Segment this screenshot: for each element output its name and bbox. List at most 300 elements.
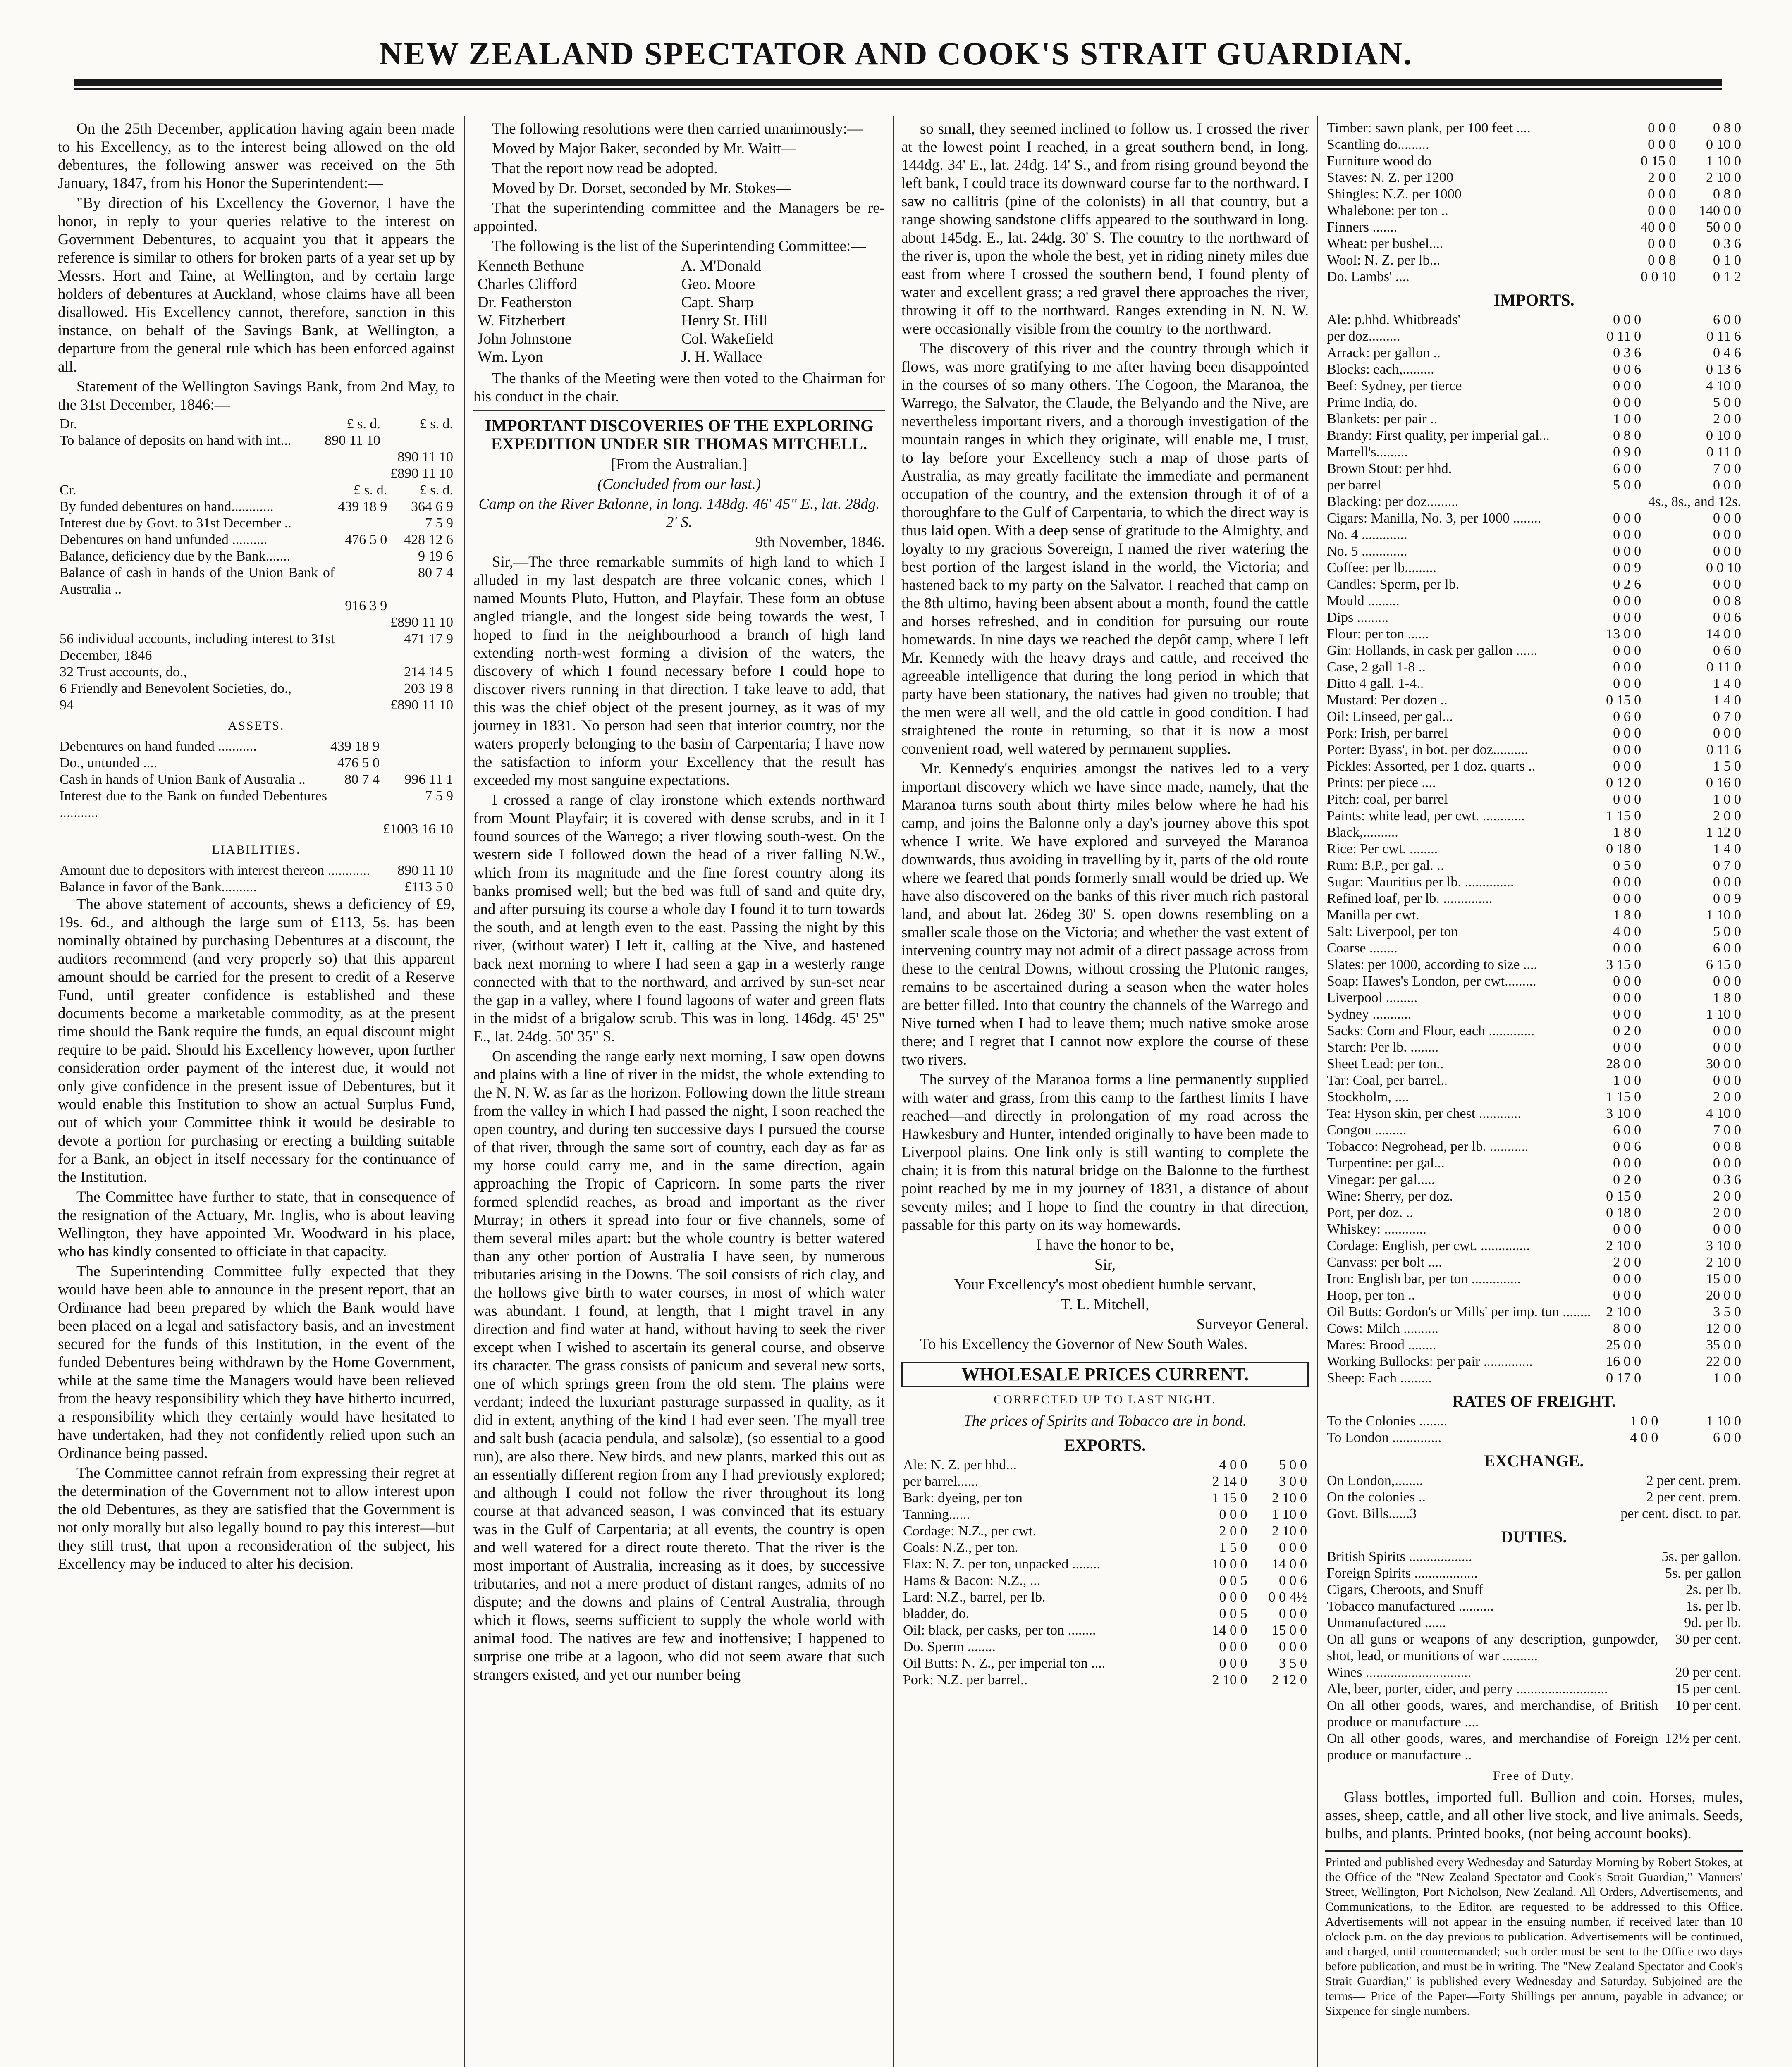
table-row bbox=[1325, 1582, 1743, 1598]
row-label: On all other goods, wares, and merchandise of Foreign produce or manufacture .. bbox=[1327, 1731, 1658, 1763]
committee-member: Henry St. Hill bbox=[681, 312, 768, 329]
paragraph: Sir,—The three remarkable summits of high land to which I alluded in my last despatch are three volcanic cones, which I named Mounts Pluto, Hutton, and Playfair. These form an obtuse angled triangle, and the longest side being towards the west, I hoped to find in the neighbourhood a branch of high land extending north-west forming a division of the waters, the discovery of which I found necessary before I could hope to discover rivers running in that direction. I take leave to add, that this was the chief object of the present journey, as it was of my journey in 1831. No person had seen that interior country, nor the waters properly belonging to the basin of Carpentaria; I have now the satisfaction to inform your Excellency that the result has exceeded my most sanguine expectations. bbox=[473, 554, 885, 789]
publisher-footer: Printed and published every Wednesday and Saturday Morning by Robert Stokes, at the Office of the "New Zealand Spectator and Cook's Strait Guardian," Manners' Street, Wellington, Port Nicholson, New Zealand. All Orders, Advertisements, and Communications, to the Editor, are requested to be addressed to this Office. Advertisements will not appear in the ensuing number, if received later than 10 o'clock p.m. on the day previous to publication. Advertisements will be continued, and charged, until countermanded; such order must be sent to the Office two days before publication, and must be in writing. The "New Zealand Spectator and Cook's Strait Guardian," is published every Wednesday and Saturday. Subjoined are the terms— Price of the Paper—Forty Shillings per annum, payable in advance; or Sixpence for single numbers. bbox=[1325, 1850, 1743, 2019]
row-value: 0 0 0 bbox=[1648, 120, 1676, 136]
table-row bbox=[901, 1589, 1309, 1606]
table-row bbox=[1325, 576, 1743, 593]
row-value: 0 0 6 bbox=[1613, 1139, 1641, 1154]
table-row bbox=[1325, 1473, 1743, 1489]
table-row bbox=[1325, 1631, 1743, 1664]
table-row bbox=[58, 879, 455, 895]
committee-member: Wm. Lyon bbox=[478, 348, 543, 365]
table-row bbox=[1325, 609, 1743, 626]
prices-current-heading: WHOLESALE PRICES CURRENT. bbox=[901, 1362, 1309, 1387]
row-value: 0 0 0 bbox=[1648, 186, 1676, 202]
row-label: On all guns or weapons of any description, gunpowder, shot, lead, or munitions of war .......... bbox=[1327, 1632, 1658, 1664]
paragraph: The Committee cannot refrain from expressing their regret at the determination of the Government not to allow interest upon the old Debentures, as they are satisfied that the Government is not only morally but also legally bound to pay this interest—but they still trust, that upon a reconsideration of the subject, his Excellency may be induced to alter his decision. bbox=[58, 1465, 455, 1573]
row-value: 15 0 0 bbox=[1706, 1271, 1741, 1287]
row-label: On the colonies .. bbox=[1327, 1489, 1426, 1505]
row-value: 6 0 0 bbox=[1713, 312, 1741, 327]
row-label: bladder, do. bbox=[903, 1606, 970, 1621]
row-value: 0 0 8 bbox=[1648, 253, 1676, 268]
row-value: 214 14 5 bbox=[404, 664, 453, 680]
row-value: 30 0 0 bbox=[1706, 1056, 1741, 1072]
row-label: Slates: per 1000, according to size .... bbox=[1327, 957, 1537, 972]
row-value: 476 5 0 bbox=[345, 532, 387, 547]
table-row bbox=[1325, 791, 1743, 808]
row-value: 890 11 10 bbox=[397, 449, 453, 465]
row-value: 4 0 0 bbox=[1219, 1457, 1247, 1473]
row-label: Pickles: Assorted, per 1 doz. quarts .. bbox=[1327, 759, 1536, 774]
row-value: 2 0 0 bbox=[1713, 1089, 1741, 1105]
row-value: 0 4 6 bbox=[1713, 345, 1741, 360]
masthead-rule-thin bbox=[74, 88, 1722, 90]
row-label: Tanning...... bbox=[903, 1507, 970, 1522]
masthead-title: NEW ZEALAND SPECTATOR AND COOK'S STRAIT GUARDIAN. bbox=[379, 36, 1413, 72]
table-row bbox=[58, 664, 455, 680]
row-value: 0 13 6 bbox=[1706, 362, 1741, 377]
row-value: 2s. per lb. bbox=[1685, 1582, 1741, 1597]
table-row bbox=[1325, 659, 1743, 675]
row-value: 0 0 0 bbox=[1613, 1288, 1641, 1303]
committee-member: Col. Wakefield bbox=[681, 330, 773, 347]
row-value: 3 5 0 bbox=[1279, 1656, 1307, 1671]
column-3 bbox=[901, 120, 1309, 2067]
row-value bbox=[389, 598, 455, 614]
row-label: Bark: dyeing, per ton bbox=[903, 1490, 1023, 1506]
row-value: 0 0 0 bbox=[1613, 593, 1641, 609]
table-row bbox=[1325, 692, 1743, 709]
row-value: 0 0 8 bbox=[1713, 593, 1741, 609]
row-value: 1 0 0 bbox=[1613, 411, 1641, 427]
row-label bbox=[58, 614, 336, 631]
exchange-heading: EXCHANGE. bbox=[1484, 1451, 1584, 1470]
row-value: 0 6 0 bbox=[1613, 709, 1641, 724]
row-value: 0 11 0 bbox=[1606, 329, 1641, 344]
imports-table bbox=[1325, 312, 1743, 1387]
paragraph: The following resolutions were then carried unanimously:— bbox=[492, 120, 863, 137]
table-row bbox=[58, 499, 455, 515]
row-value: 1 0 0 bbox=[1713, 792, 1741, 807]
paragraph: Mr. Kennedy's enquiries amongst the natives led to a very important discovery which we have since made, namely, that the Maranoa turns south about thirty miles below where he had his camp, and joins the Balonne only a day's journey above this spot whence I write. We have explored and surveyed the Maranoa downwards, thus avoiding in travelling by it, parts of the old route where we feared that ponds formerly small would be dried up. We have also discovered on the banks of this river much rich pastoral land, and about lat. 26deg 30' S. open downs resembling on a smaller scale those on the Victoria; and whether the vast extent of intervening country may not admit of a direct passage across from these to the central Downs, without crossing the Plutonic ranges, remains to be ascertained during a season when the water holes are better filled. Into that country the channels of the Warrego and Nive turned when I had to leave them; much native smoke arose there; and I regret that I cannot now explore the course of these two rivers. bbox=[901, 760, 1309, 1068]
row-label: To balance of deposits on hand with int... bbox=[60, 433, 291, 448]
row-label: Debentures on hand funded ........... bbox=[60, 739, 257, 754]
table-row bbox=[1325, 1089, 1743, 1105]
row-value: 0 0 0 bbox=[1713, 577, 1741, 592]
row-value: 0 15 0 bbox=[1606, 1189, 1641, 1204]
row-value bbox=[336, 697, 389, 714]
committee-member: W. Fitzherbert bbox=[478, 312, 566, 329]
table-row bbox=[1325, 1205, 1743, 1221]
row-label: Flax: N. Z. per ton, unpacked ........ bbox=[903, 1556, 1100, 1572]
row-value: 1 0 0 bbox=[1630, 1413, 1658, 1429]
row-label: Finners ....... bbox=[1327, 220, 1397, 235]
row-label: No. 5 ............. bbox=[1327, 544, 1407, 559]
row-label: Do. Sperm ........ bbox=[903, 1639, 996, 1654]
table-row bbox=[901, 1639, 1309, 1655]
row-value: 0 17 0 bbox=[1606, 1370, 1641, 1386]
table-row bbox=[1325, 973, 1743, 990]
row-value: 0 10 0 bbox=[1706, 428, 1741, 443]
article-dateline: Camp on the River Balonne, in long. 148dg. 46' 45" E., lat. 28dg. 2' S. bbox=[478, 496, 880, 531]
row-label: Oil: black, per casks, per ton ........ bbox=[903, 1623, 1096, 1638]
table-row bbox=[1325, 593, 1743, 609]
row-value: 2 10 0 bbox=[1706, 170, 1741, 185]
row-label: No. 4 ............. bbox=[1327, 527, 1407, 542]
signature-line: Sir, bbox=[1094, 1256, 1116, 1273]
row-value: 8 0 0 bbox=[1613, 1321, 1641, 1336]
row-value: 5s. per gallon. bbox=[1661, 1549, 1741, 1564]
column-1 bbox=[58, 120, 455, 2067]
row-value: 0 0 0 bbox=[1613, 544, 1641, 559]
row-label: Sugar: Mauritius per lb. .............. bbox=[1327, 874, 1514, 890]
paragraph: The Superintending Committee fully expected that they would have been able to announce in the present report, that an Ordinance had been prepared by which the Bank would have been placed on a legal and satisfactory basis, and an investment secured for the funds of this Institution, in the event of the funded Debentures being withdrawn by the Home Government, while at the same time the Managers would have been relieved from the heavy responsibility which they have hitherto incurred, a responsibility which they certainly would have hesitated to have undertaken, had they not confidently relied upon such an Ordinance being passed. bbox=[58, 1263, 455, 1462]
row-value: 0 0 10 bbox=[1641, 269, 1676, 284]
row-value: 1 15 0 bbox=[1212, 1490, 1247, 1506]
row-value: 0 0 6 bbox=[1713, 610, 1741, 625]
row-value: 890 11 10 bbox=[397, 863, 453, 878]
table-row bbox=[1325, 1681, 1743, 1697]
row-value: 2 0 0 bbox=[1713, 411, 1741, 427]
row-value: 471 17 9 bbox=[404, 631, 453, 647]
table-row bbox=[1325, 1353, 1743, 1370]
row-label: Shingles: N.Z. per 1000 bbox=[1327, 186, 1462, 202]
row-value: 4 0 0 bbox=[1630, 1430, 1658, 1445]
row-label: Martell's......... bbox=[1327, 444, 1408, 460]
row-label: Manilla per cwt. bbox=[1327, 907, 1419, 923]
row-label: Cordage: N.Z., per cwt. bbox=[903, 1523, 1036, 1539]
row-value: 0 12 0 bbox=[1606, 775, 1641, 790]
row-value: 0 0 0 bbox=[1613, 511, 1641, 526]
dr-table bbox=[58, 416, 455, 482]
row-value bbox=[381, 738, 455, 755]
table-row bbox=[58, 862, 455, 879]
row-label: Cr. bbox=[60, 482, 76, 498]
table-row bbox=[1325, 907, 1743, 924]
row-label: Vinegar: per gal..... bbox=[1327, 1172, 1435, 1187]
row-label: Prime India, do. bbox=[1327, 395, 1418, 410]
table-row bbox=[901, 1573, 1309, 1589]
row-value: 1 10 0 bbox=[1706, 153, 1741, 169]
exchange-table bbox=[1325, 1473, 1743, 1522]
row-label: Mould ......... bbox=[1327, 593, 1400, 609]
row-value: 0 0 8 bbox=[1713, 1139, 1741, 1154]
row-value: £1003 16 10 bbox=[383, 821, 453, 837]
table-row bbox=[58, 614, 455, 631]
table-row bbox=[1325, 219, 1743, 236]
row-value: 4 10 0 bbox=[1706, 1106, 1741, 1121]
row-label: British Spirits .................. bbox=[1327, 1549, 1472, 1564]
row-value: £ s. d. bbox=[419, 416, 453, 432]
table-row bbox=[1325, 411, 1743, 427]
row-value: 20 0 0 bbox=[1706, 1288, 1741, 1303]
row-value: 0 0 0 bbox=[1713, 511, 1741, 526]
table-row bbox=[1325, 394, 1743, 411]
row-value: 0 8 0 bbox=[1613, 428, 1641, 443]
row-value: 439 18 9 bbox=[330, 739, 380, 754]
table-row bbox=[1325, 824, 1743, 841]
freight-heading: RATES OF FREIGHT. bbox=[1452, 1392, 1616, 1411]
table-row bbox=[1325, 890, 1743, 907]
row-label: Candles: Sperm, per lb. bbox=[1327, 577, 1460, 592]
table-row bbox=[1325, 543, 1743, 560]
row-value: 9 19 6 bbox=[418, 549, 453, 564]
table-row bbox=[58, 465, 455, 482]
row-label: Ale, beer, porter, cider, and perry .......................... bbox=[1327, 1681, 1608, 1697]
row-value: 4 0 0 bbox=[1613, 924, 1641, 939]
row-label: Stockholm, .... bbox=[1327, 1089, 1409, 1105]
row-label: 94 bbox=[60, 697, 74, 713]
row-value: 0 0 0 bbox=[1713, 1040, 1741, 1055]
row-value: 0 0 0 bbox=[1713, 1222, 1741, 1237]
row-label: Brown Stout: per hhd. bbox=[1327, 461, 1452, 476]
row-label: Iron: English bar, per ton .............. bbox=[1327, 1271, 1521, 1287]
paragraph: The survey of the Maranoa forms a line permanently supplied with water and grass, from this camp to the farthest limits I have reached—and directly in prolongation of my road across the Hawkesbury and Hunter, intended originally to have been made to Liverpool plains. One link only is still wanting to complete the chain; it is from this natural bridge on the Balonne to the furthest point reached by me in my journey of 1831, a distance of about seventy miles; and I hope to find the country in that direction, passable for this party on its way homewards. bbox=[901, 1071, 1309, 1234]
row-value: £ s. d. bbox=[419, 482, 453, 498]
row-label: Tea: Hyson skin, per chest ............ bbox=[1327, 1106, 1521, 1121]
paragraph: The thanks of the Meeting were then voted to the Chairman for his conduct in the chair. bbox=[473, 370, 885, 405]
table-row bbox=[1325, 1549, 1743, 1565]
row-value: 0 2 0 bbox=[1613, 1172, 1641, 1187]
row-label: Interest due to the Bank on funded Debentures ........... bbox=[60, 788, 327, 820]
row-value: 2 0 0 bbox=[1613, 1255, 1641, 1270]
row-label: Working Bullocks: per pair .............. bbox=[1327, 1354, 1533, 1369]
prices-subheading: CORRECTED UP TO LAST NIGHT. bbox=[994, 1393, 1216, 1406]
row-label: Gin: Hollands, in cask per gallon ...... bbox=[1327, 643, 1537, 658]
exports-table bbox=[901, 1457, 1309, 1688]
table-row bbox=[1325, 1664, 1743, 1681]
row-value: 0 0 0 bbox=[1613, 378, 1641, 394]
row-label: Starch: Per lb. ........ bbox=[1327, 1040, 1439, 1055]
paragraph: That the superintending committee and the Managers be re-appointed. bbox=[473, 200, 885, 235]
row-label: Pork: Irish, per barrel bbox=[1327, 726, 1448, 741]
row-value: 1 10 0 bbox=[1272, 1507, 1307, 1522]
row-value: 10 0 0 bbox=[1212, 1556, 1247, 1572]
row-value: 0 8 0 bbox=[1713, 120, 1741, 136]
row-label: On all other goods, wares, and merchandise, of British produce or manufacture .... bbox=[1327, 1698, 1658, 1730]
table-row bbox=[901, 1540, 1309, 1556]
row-label: Liverpool ......... bbox=[1327, 990, 1418, 1005]
row-value bbox=[336, 548, 389, 565]
row-label: Case, 2 gall 1-8 .. bbox=[1327, 659, 1426, 675]
cr-table bbox=[58, 482, 455, 714]
row-value: 16 0 0 bbox=[1606, 1354, 1641, 1369]
row-label: Congou ......... bbox=[1327, 1122, 1407, 1138]
column-divider bbox=[464, 116, 465, 2067]
row-label: Balance, deficiency due by the Bank....... bbox=[60, 549, 290, 564]
table-row bbox=[1325, 1006, 1743, 1023]
row-label: Tobacco manufactured .......... bbox=[1327, 1599, 1494, 1614]
row-label: Flour: per ton ...... bbox=[1327, 626, 1429, 642]
article-continued-note: (Concluded from our last.) bbox=[597, 476, 761, 493]
row-value: 12 0 0 bbox=[1706, 1321, 1741, 1336]
row-value: 0 0 0 bbox=[1613, 643, 1641, 658]
row-value: 0 1 2 bbox=[1713, 269, 1741, 284]
signature-title: Surveyor General. bbox=[1196, 1316, 1309, 1333]
row-value: 0 0 0 bbox=[1613, 1271, 1641, 1287]
row-value: 0 0 0 bbox=[1219, 1507, 1247, 1522]
row-value: 0 18 0 bbox=[1606, 841, 1641, 857]
row-value: 6 0 0 bbox=[1713, 1430, 1741, 1445]
row-value: 0 0 6 bbox=[1279, 1573, 1307, 1588]
paragraph: The following is the list of the Superintending Committee:— bbox=[492, 238, 866, 255]
paragraph: That the report now read be adopted. bbox=[492, 160, 718, 177]
signature-line: I have the honor to be, bbox=[1036, 1236, 1174, 1253]
article-headline: IMPORTANT DISCOVERIES OF THE EXPLORING EXPEDITION UNDER SIR THOMAS MITCHELL. bbox=[485, 416, 874, 453]
row-value bbox=[336, 565, 389, 598]
row-label bbox=[58, 821, 329, 838]
row-value: 4s., 8s., and 12s. bbox=[1648, 494, 1741, 509]
row-label: Do. Lambs' .... bbox=[1327, 269, 1410, 284]
divider bbox=[473, 410, 885, 411]
row-value: 0 3 6 bbox=[1713, 1172, 1741, 1187]
table-row bbox=[1325, 725, 1743, 742]
row-value: 2 10 0 bbox=[1606, 1304, 1641, 1320]
row-value: 3 10 0 bbox=[1706, 1238, 1741, 1253]
row-value: 2 10 0 bbox=[1606, 1238, 1641, 1253]
table-row bbox=[1325, 169, 1743, 186]
row-value: 1 4 0 bbox=[1713, 841, 1741, 857]
row-value: 0 10 0 bbox=[1706, 137, 1741, 152]
row-value: 14 0 0 bbox=[1706, 626, 1741, 642]
row-value: 1 10 0 bbox=[1706, 1413, 1741, 1429]
row-label: Ale: p.hhd. Whitbreads' bbox=[1327, 312, 1460, 327]
table-row bbox=[1325, 427, 1743, 444]
committee-member: Dr. Featherston bbox=[478, 294, 572, 311]
table-row bbox=[901, 1473, 1309, 1490]
table-row bbox=[1325, 1105, 1743, 1122]
row-value: 2 0 0 bbox=[1713, 1205, 1741, 1220]
row-value bbox=[389, 862, 392, 879]
table-row bbox=[58, 755, 455, 771]
row-value: 0 0 0 bbox=[1219, 1656, 1247, 1671]
row-value: 0 0 0 bbox=[1613, 312, 1641, 327]
row-value: 0 0 0 bbox=[1279, 1639, 1307, 1654]
row-value bbox=[336, 664, 389, 680]
paragraph: Moved by Major Baker, seconded by Mr. Waitt— bbox=[492, 140, 796, 157]
row-value: 13 0 0 bbox=[1606, 626, 1641, 642]
row-value: 10 per cent. bbox=[1675, 1698, 1741, 1713]
row-label: Balance in favor of the Bank.......... bbox=[60, 879, 257, 895]
row-value: 0 8 0 bbox=[1713, 186, 1741, 202]
row-value: 5 0 0 bbox=[1613, 477, 1641, 493]
row-value: 40 0 0 bbox=[1641, 220, 1676, 235]
signature-name: T. L. Mitchell, bbox=[1061, 1296, 1149, 1313]
row-label: Cigars, Cheroots, and Snuff bbox=[1327, 1582, 1484, 1597]
row-value: 9d. per lb. bbox=[1684, 1615, 1741, 1630]
row-value: 28 0 0 bbox=[1606, 1056, 1641, 1072]
row-value: 439 18 9 bbox=[338, 499, 387, 514]
row-value: 0 0 0 bbox=[1713, 527, 1741, 542]
row-value: 1s. per lb. bbox=[1685, 1599, 1741, 1614]
row-label: Salt: Liverpool, per ton bbox=[1327, 924, 1458, 939]
row-value: 0 11 0 bbox=[1706, 659, 1741, 675]
row-value: 6 15 0 bbox=[1706, 957, 1741, 972]
table-row bbox=[58, 680, 455, 697]
row-value: 2 10 0 bbox=[1212, 1672, 1247, 1687]
row-value: £113 5 0 bbox=[404, 879, 453, 895]
row-value: £ s. d. bbox=[354, 482, 387, 498]
row-value: 0 0 0 bbox=[1648, 236, 1676, 251]
row-label: Arrack: per gallon .. bbox=[1327, 345, 1441, 360]
duties-heading: DUTIES. bbox=[1501, 1528, 1567, 1546]
row-value: 0 0 0 bbox=[1613, 1040, 1641, 1055]
signature-line: Your Excellency's most obedient humble servant, bbox=[954, 1276, 1256, 1293]
timber-table bbox=[1325, 120, 1743, 285]
row-value: 2 10 0 bbox=[1272, 1523, 1307, 1539]
freight-table bbox=[1325, 1413, 1743, 1446]
row-value: 0 0 0 bbox=[1613, 726, 1641, 741]
row-value bbox=[336, 631, 389, 664]
row-value: 80 7 4 bbox=[418, 565, 453, 580]
row-value: 0 0 0 bbox=[1219, 1639, 1247, 1654]
row-value: £890 11 10 bbox=[390, 615, 453, 630]
row-value: 2 10 0 bbox=[1706, 1255, 1741, 1270]
row-label: Turpentine: per gal... bbox=[1327, 1155, 1445, 1171]
row-value: 0 7 0 bbox=[1713, 858, 1741, 873]
row-value bbox=[317, 465, 382, 482]
row-value: 0 0 0 bbox=[1613, 610, 1641, 625]
table-row bbox=[58, 532, 455, 548]
row-value: 890 11 10 bbox=[325, 433, 380, 448]
table-row bbox=[58, 432, 455, 449]
row-label: Coals: N.Z., per ton. bbox=[903, 1540, 1018, 1555]
row-label: Sheet Lead: per ton.. bbox=[1327, 1056, 1444, 1072]
row-value: 2 14 0 bbox=[1212, 1474, 1247, 1489]
row-value: 0 0 0 bbox=[1613, 874, 1641, 890]
row-value: 1 4 0 bbox=[1713, 676, 1741, 691]
committee-member: Charles Clifford bbox=[478, 276, 577, 293]
row-label: Ditto 4 gall. 1-4.. bbox=[1327, 676, 1424, 691]
paragraph: On ascending the range early next morning, I saw open downs and plains with a line of river in the midst, the whole extending to the N. N. W. as far as the horizon. Following down the little stream from the valley in which I had passed the night, I soon reached the open country, and during ten successive days I pursued the course of that river, through the same sort of country, each day as far as my horse could carry me, and in the same direction, again approaching the Tropic of Capricorn. In some parts the river formed splendid reaches, as broad and important as the river Murray; in others it spread into four or five channels, some of them several miles apart: but the whole country is better watered than any other portion of Australia I have seen, by numerous tributaries arising in the Downs. The soil consists of rich clay, and the hollows give birth to water courses, in most of which water was abundant. I found, at length, that I might travel in any direction and find water at hand, without having to seek the river except when I wished to ascertain its general course, and observe its character. The grass consists of panicum and several new sorts, one of which springs green from the old stem. The plains were verdant; indeed the luxuriant pasturage surpassed in quality, as it did in extent, anything of the kind I had ever seen. The myall tree and salt bush (acacia pendula, and salsolæ), (so essential to a good run), are also there. New birds, and new plants, marked this out as an essentially different region from any I had previously explored; and although I could not follow the river throughout its long course at that advanced season, I was convinced that its estuary was in the Gulf of Carpentaria; at all events, the country is open and well watered for a direct route thereto. That the river is the most important of Australia, increasing as it does, by successive tributaries, and not a mere product of distant ranges, admits of no dispute; and the downs and plains of Central Australia, through which it flows, seems sufficient to supply the whole world with animal food. The natives are few and inoffensive; I happened to surprise one tribe at a lagoon, who did not seem aware that such strangers existed, and yet our number being bbox=[473, 1048, 885, 1683]
row-label: Port, per doz. .. bbox=[1327, 1205, 1413, 1220]
table-row bbox=[1325, 940, 1743, 957]
row-label: Govt. Bills......3 bbox=[1327, 1506, 1417, 1521]
row-value bbox=[382, 432, 455, 449]
column-2 bbox=[473, 120, 885, 2067]
row-label: On London,........ bbox=[1327, 1473, 1423, 1488]
row-value: 0 0 0 bbox=[1713, 974, 1741, 989]
table-row bbox=[1325, 1056, 1743, 1072]
row-value: 25 0 0 bbox=[1606, 1337, 1641, 1353]
row-value: £890 11 10 bbox=[390, 697, 453, 713]
table-row bbox=[58, 697, 455, 714]
table-row bbox=[58, 598, 455, 614]
row-value: 476 5 0 bbox=[337, 755, 380, 771]
table-row bbox=[58, 771, 455, 788]
row-value: 2 0 0 bbox=[1219, 1523, 1247, 1539]
article-date: 9th November, 1846. bbox=[755, 534, 885, 551]
row-value: 0 0 0 bbox=[1613, 659, 1641, 675]
row-label: Sacks: Corn and Flour, each ............. bbox=[1327, 1023, 1534, 1038]
row-label: Hoop, per ton .. bbox=[1327, 1288, 1415, 1303]
table-row bbox=[1325, 1039, 1743, 1056]
row-value: 0 0 0 bbox=[1613, 527, 1641, 542]
article-source: [From the Australian.] bbox=[611, 456, 748, 473]
table-row bbox=[901, 1523, 1309, 1540]
committee-member: J. H. Wallace bbox=[681, 348, 762, 365]
row-value: 3 10 0 bbox=[1606, 1106, 1641, 1121]
row-label: Canvass: per bolt .... bbox=[1327, 1255, 1442, 1270]
row-label: Wool: N. Z. per lb... bbox=[1327, 253, 1440, 268]
row-label: Black,.......... bbox=[1327, 825, 1398, 840]
row-value: 20 per cent. bbox=[1675, 1665, 1741, 1680]
row-value: 1 8 0 bbox=[1713, 990, 1741, 1005]
liabilities-heading: LIABILITIES. bbox=[212, 843, 301, 857]
table-row bbox=[58, 416, 455, 432]
row-label: Blankets: per pair .. bbox=[1327, 411, 1438, 427]
table-row bbox=[901, 1606, 1309, 1622]
